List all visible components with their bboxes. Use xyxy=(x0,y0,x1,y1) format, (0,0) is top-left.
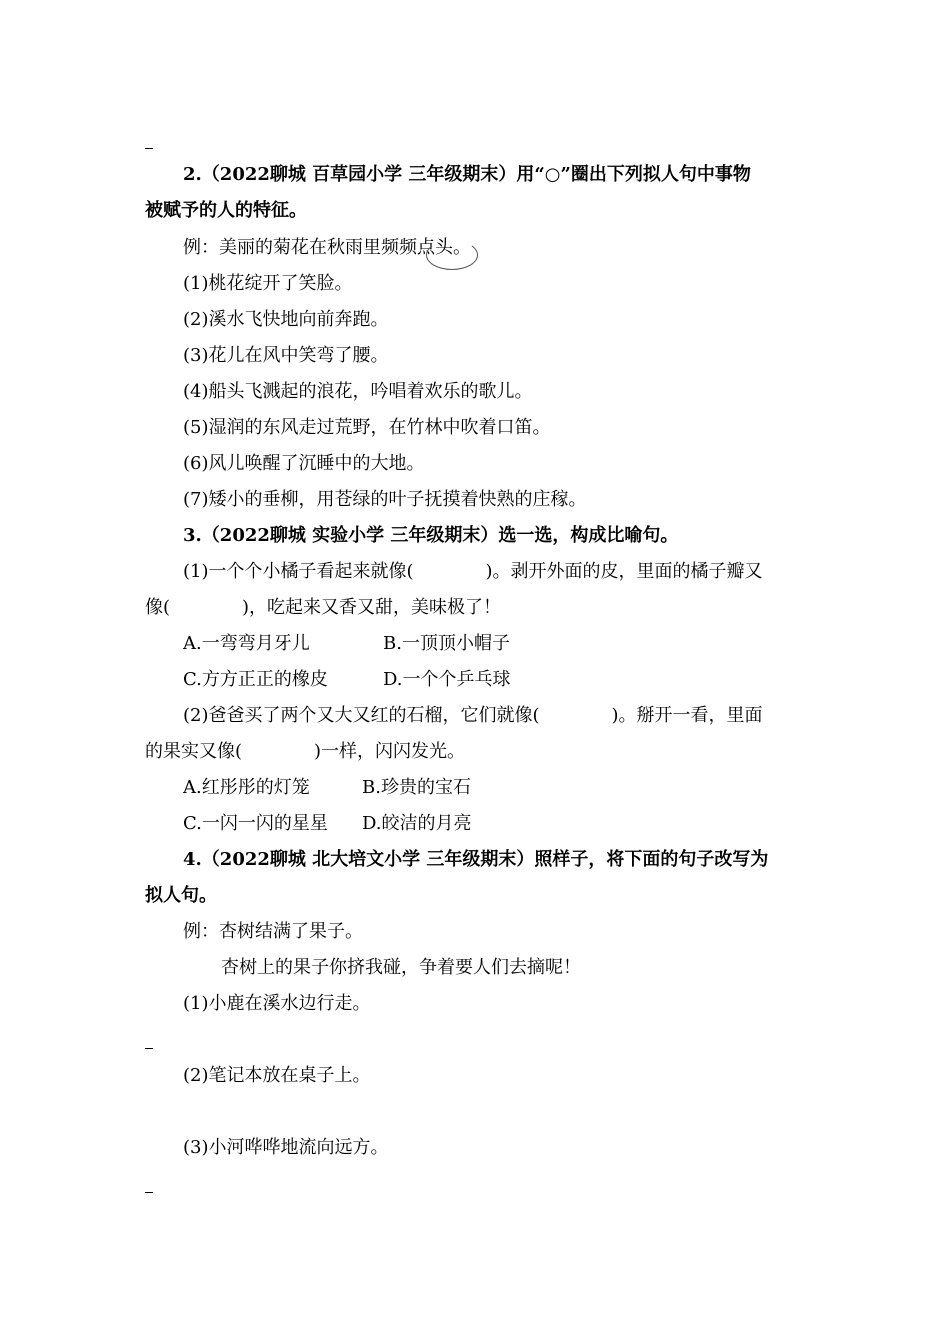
q2-item: (3)花儿在风中笑弯了腰。 xyxy=(183,345,389,366)
q3-part2-option-c: C.一闪一闪的星星 xyxy=(183,813,328,834)
q2-item: (4)船头飞溅起的浪花，吟唱着欢乐的歌儿。 xyxy=(183,381,533,402)
example-circle-mark xyxy=(426,240,478,270)
q3-part1-line2: 像( )，吃起来又香又甜，美味极了！ xyxy=(145,597,502,618)
q2-item: (7)矮小的垂柳，用苍绿的叶子抚摸着快熟的庄稼。 xyxy=(183,489,587,510)
q3-part1-option-b: B.一顶顶小帽子 xyxy=(383,633,510,654)
q3-part1-option-c: C.方方正正的橡皮 xyxy=(183,669,328,690)
q4-item: (1)小鹿在溪水边行走。 xyxy=(183,993,371,1014)
q2-item: (1)桃花绽开了笑脸。 xyxy=(183,273,353,294)
answer-blank-line xyxy=(145,1048,153,1049)
q2-item: (2)溪水飞快地向前奔跑。 xyxy=(183,309,389,330)
q3-part1-option-d: D.一个个乒乓球 xyxy=(383,669,511,690)
q3-part2-line1: (2)爸爸买了两个又大又红的石榴，它们就像( )。掰开一看，里面 xyxy=(183,705,763,726)
q2-title-line1: 2.（2022聊城 百草园小学 三年级期末）用“○”圈出下列拟人句中事物 xyxy=(183,164,751,185)
q3-part2-option-a: A.红彤彤的灯笼 xyxy=(183,777,310,798)
q2-item: (5)湿润的东风走过荒野，在竹林中吹着口笛。 xyxy=(183,417,551,438)
answer-blank-line xyxy=(145,1192,153,1193)
q2-example: 例：美丽的菊花在秋雨里频频点头。 xyxy=(183,237,471,258)
q3-part2-option-b: B.珍贵的宝石 xyxy=(362,777,471,798)
q4-example-answer: 杏树上的果子你挤我碰，争着要人们去摘呢！ xyxy=(221,957,581,978)
q4-title-line2: 拟人句。 xyxy=(145,885,217,906)
q3-part2-line2: 的果实又像( )一样，闪闪发光。 xyxy=(145,741,466,762)
q4-title-line1: 4.（2022聊城 北大培文小学 三年级期末）照样子，将下面的句子改写为 xyxy=(183,849,769,870)
q4-item: (3)小河哗哗地流向远方。 xyxy=(183,1137,389,1158)
q3-part1-line1: (1)一个个小橘子看起来就像( )。剥开外面的皮，里面的橘子瓣又 xyxy=(183,561,763,582)
q4-example-label: 例：杏树结满了果子。 xyxy=(183,921,363,942)
q3-part1-option-a: A.一弯弯月牙儿 xyxy=(183,633,310,654)
q2-item: (6)风儿唤醒了沉睡中的大地。 xyxy=(183,453,425,474)
answer-blank-line xyxy=(145,148,153,149)
q3-title: 3.（2022聊城 实验小学 三年级期末）选一选，构成比喻句。 xyxy=(183,525,679,546)
q2-title-line2: 被赋予的人的特征。 xyxy=(145,200,307,221)
q3-part2-option-d: D.皎洁的月亮 xyxy=(362,813,472,834)
q4-item: (2)笔记本放在桌子上。 xyxy=(183,1065,371,1086)
